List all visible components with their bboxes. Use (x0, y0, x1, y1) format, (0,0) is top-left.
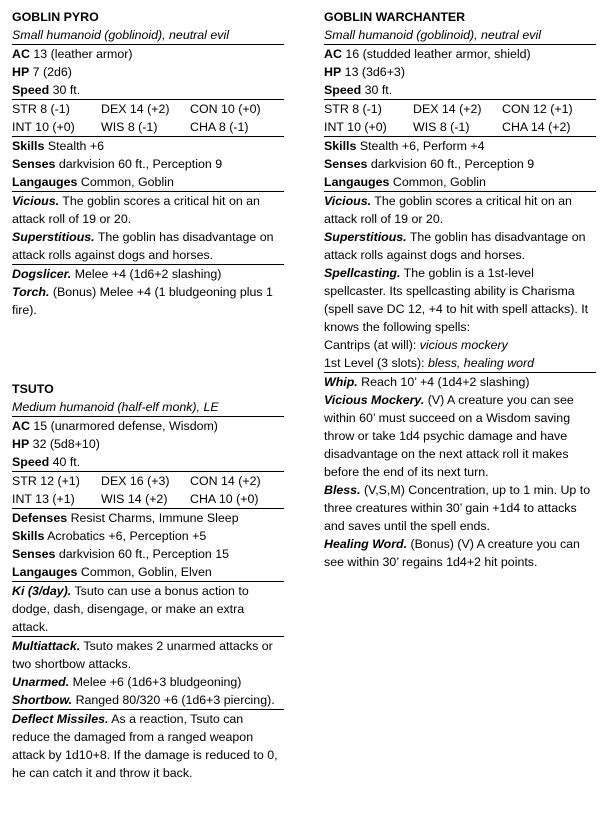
skills-label: Skills (12, 529, 45, 543)
goblin-pyro-statblock (12, 8, 284, 319)
statblock-type: Medium humanoid (half-elf monk), LE (12, 398, 284, 417)
ability-str: STR 8 (-1) (324, 102, 382, 116)
hp-label: HP (12, 65, 30, 79)
hp-label: HP (324, 65, 342, 79)
defenses-label: Defenses (12, 511, 68, 525)
skills-label: Skills (12, 139, 45, 153)
reaction-deflect-missiles: Deflect Missiles. As a reaction, Tsuto can reduce the damaged from a ranged weapon attack by 1d10+8. If the damage is reduced to 0, he can catch it and throw it back. (12, 712, 278, 780)
trait-superstitious: Superstitious. The goblin has disadvantage on attack rolls against dogs and horses. (324, 230, 586, 262)
languages-label: Langauges (12, 565, 78, 579)
statblock-name: GOBLIN PYRO (12, 10, 99, 24)
action-torch: Torch. (Bonus) Melee +4 (1 bludgeoning plus 1 fire). (12, 285, 273, 317)
ac-value: 16 (studded leather armor, shield) (345, 47, 531, 61)
ability-con: CON 12 (+1) (502, 102, 573, 116)
speed-value: 30 ft. (52, 83, 81, 97)
ability-str: STR 12 (+1) (12, 474, 80, 488)
spell-list-cantrips: Cantrips (at will): vicious mockery (324, 338, 508, 352)
ability-cha: CHA 14 (+2) (502, 120, 571, 134)
ability-row (324, 100, 596, 118)
languages-label: Langauges (324, 175, 390, 189)
ability-str: STR 8 (-1) (12, 102, 70, 116)
ability-cha: CHA 8 (-1) (190, 120, 249, 134)
ability-dex: DEX 16 (+3) (101, 474, 170, 488)
ability-int: INT 10 (+0) (12, 120, 75, 134)
ability-row (12, 472, 284, 490)
skills-value: Acrobatics +6, Perception +5 (47, 529, 207, 543)
action-whip: Whip. Reach 10’ +4 (1d4+2 slashing) (324, 375, 530, 389)
ac-label: AC (12, 47, 30, 61)
statblock-name: TSUTO (12, 382, 54, 396)
spell-list-level1: 1st Level (3 slots): bless, healing word (324, 354, 596, 373)
hp-value: 32 (5d8+10) (32, 437, 100, 451)
skills-value: Stealth +6 (47, 139, 104, 153)
ability-row (12, 118, 284, 137)
languages-value: Common, Goblin (392, 175, 486, 189)
senses-label: Senses (324, 157, 368, 171)
action-multiattack: Multiattack. Tsuto makes 2 unarmed attacks or two shortbow attacks. (12, 639, 273, 671)
speed-value: 40 ft. (52, 455, 81, 469)
ability-wis: WIS 8 (-1) (413, 120, 470, 134)
action-shortbow: Shortbow. Ranged 80/320 +6 (1d6+3 piercing). (12, 691, 284, 710)
ability-dex: DEX 14 (+2) (413, 102, 482, 116)
hp-label: HP (12, 437, 30, 451)
ability-wis: WIS 8 (-1) (101, 120, 158, 134)
tsuto-statblock (12, 380, 284, 782)
ability-row (324, 118, 596, 137)
trait-spellcasting: Spellcasting. The goblin is a 1st-level spellcaster. Its spellcasting ability is Charisma (spell save DC 12, +4 to hit with spell attacks). It knows the following spells: (324, 266, 589, 334)
statblock-name: GOBLIN WARCHANTER (324, 10, 466, 24)
statblock-type: Small humanoid (goblinoid), neutral evil (324, 26, 596, 45)
action-unarmed: Unarmed. Melee +6 (1d6+3 bludgeoning) (12, 675, 242, 689)
ability-int: INT 13 (+1) (12, 492, 75, 506)
action-bless: Bless. (V,S,M) Concentration, up to 1 min. Up to three creatures within 30’ gain +1d4 to attacks and saves until the spell ends. (324, 483, 591, 533)
ability-wis: WIS 14 (+2) (101, 492, 168, 506)
languages-value: Common, Goblin, Elven (80, 565, 212, 579)
trait-ki: Ki (3/day). Tsuto can use a bonus action to dodge, dash, disengage, or make an extra attack. (12, 582, 284, 637)
ability-int: INT 10 (+0) (324, 120, 387, 134)
speed-value: 30 ft. (364, 83, 393, 97)
senses-value: darkvision 60 ft., Perception 15 (58, 547, 229, 561)
senses-value: darkvision 60 ft., Perception 9 (58, 157, 223, 171)
trait-superstitious: Superstitious. The goblin has disadvantage on attack rolls against dogs and horses. (12, 228, 284, 265)
speed-label: Speed (12, 455, 50, 469)
ac-value: 13 (leather armor) (33, 47, 133, 61)
ac-label: AC (324, 47, 342, 61)
action-dogslicer: Dogslicer. Melee +4 (1d6+2 slashing) (12, 267, 222, 281)
ac-label: AC (12, 419, 30, 433)
trait-vicious: Vicious. The goblin scores a critical hit on an attack roll of 19 or 20. (324, 194, 572, 226)
hp-value: 7 (2d6) (32, 65, 72, 79)
skills-label: Skills (324, 139, 357, 153)
hp-value: 13 (3d6+3) (344, 65, 405, 79)
ability-dex: DEX 14 (+2) (101, 102, 170, 116)
skills-value: Stealth +6, Perform +4 (359, 139, 485, 153)
ac-value: 15 (unarmored defense, Wisdom) (33, 419, 218, 433)
ability-cha: CHA 10 (+0) (190, 492, 259, 506)
defenses-value: Resist Charms, Immune Sleep (70, 511, 239, 525)
statblock-type: Small humanoid (goblinoid), neutral evil (12, 26, 284, 45)
speed-label: Speed (324, 83, 362, 97)
goblin-warchanter-statblock (324, 8, 596, 571)
senses-label: Senses (12, 547, 56, 561)
action-healing-word: Healing Word. (Bonus) (V) A creature you can see within 30’ regains 1d4+2 hit points. (324, 537, 580, 569)
ability-row (12, 100, 284, 118)
ability-row (12, 490, 284, 509)
speed-label: Speed (12, 83, 50, 97)
ability-con: CON 10 (+0) (190, 102, 261, 116)
action-vicious-mockery: Vicious Mockery. (V) A creature you can see within 60’ must succeed on a Wisdom saving throw or take 1d4 psychic damage and have disadvantage on the next attack roll it makes before the end of its next turn. (324, 393, 574, 479)
languages-label: Langauges (12, 175, 78, 189)
senses-value: darkvision 60 ft., Perception 9 (370, 157, 535, 171)
senses-label: Senses (12, 157, 56, 171)
ability-con: CON 14 (+2) (190, 474, 261, 488)
trait-vicious: Vicious. The goblin scores a critical hit on an attack roll of 19 or 20. (12, 194, 260, 226)
languages-value: Common, Goblin (80, 175, 174, 189)
